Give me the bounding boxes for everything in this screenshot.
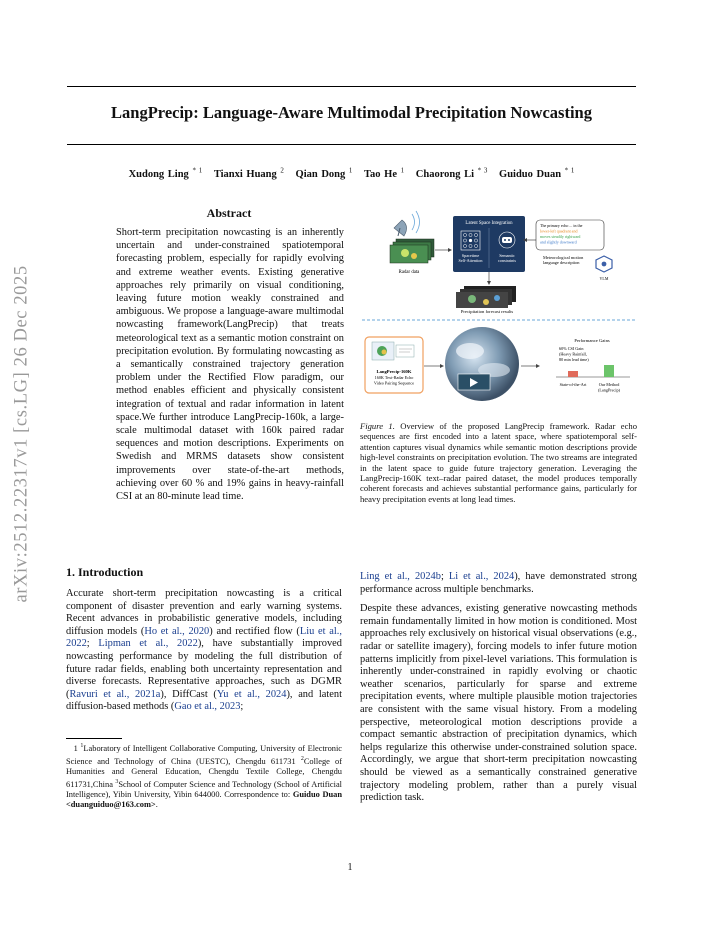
bar-sota (568, 371, 578, 377)
gains-title: Performance Gains (574, 338, 610, 343)
constraints-label: constraints (497, 258, 517, 263)
figure-label: Figure 1. (360, 421, 395, 431)
radar-data-label: Radar data (398, 270, 420, 275)
motion-text-line: lower-left quadrant and (540, 228, 578, 234)
citation-link[interactable]: Ling et al., 2024b (360, 571, 441, 582)
bar-ours (604, 365, 614, 377)
meteorological-label: Meteorological motion (543, 255, 584, 260)
motion-text-line: The primary echo ... in the (540, 223, 583, 228)
page-number: 1 (347, 862, 353, 873)
forecast-stack (456, 286, 516, 308)
corresponding-author: Guiduo Duan (292, 790, 342, 800)
motion-text-line: and slightly downward (540, 239, 577, 245)
paper-title: LangPrecip: Language-Aware Multimodal Precipitation Nowcasting (111, 103, 592, 122)
weather-globe-image (445, 327, 519, 401)
title-bottom-rule (67, 144, 636, 145)
dataset-subtitle: Video Pairing Sequence (373, 380, 415, 386)
figure-1 (360, 206, 637, 412)
sota-label: State-of-the-Art (559, 382, 587, 387)
forecast-label: Precipitation forecast results (460, 309, 514, 314)
footnote-rule (66, 738, 122, 739)
arxiv-stamp: arXiv:2512.22317v1 [cs.LG] 26 Dec 2025 (11, 265, 32, 603)
citation-link[interactable]: Ho et al., 2020 (144, 625, 210, 637)
author-list (67, 166, 636, 180)
author: Qian Dong $^1$ (295, 166, 353, 180)
dataset-subtitle: 160K Text-Radar Echo (374, 375, 414, 380)
motion-text-line: moves steadily rightward (540, 234, 581, 239)
footnote: 1 $^1$Laboratory of Intelligent Collaborative Computing, University of Electronic Science and Technology of China (UESTC), Chengdu 611731 $^2$College of Humanities and General Education, Chengdu Textile College, Chengdu 611731,China $^3$School of Computer Science and Technology (School of Artificial Intelligence), Yibin University, Yibin 644000. Correspondence to: Guiduo Duan <duanguiduo@163.com>. (66, 743, 343, 810)
caption-text: Overview of the proposed LangPrecip framework. Radar echo sequences are first encoded into a latent space, where spatiotemporal self-attention captures visual dynamics while semantic motion descriptions provide high-level constraints on precipitation evolution. The two streams are integrated in the latent space to guide future trajectory generation. Leveraging the LangPrecip-160K text–radar paired dataset, the model produces temporally coherent forecasts and achieves substantial performance gains, particularly for heavy precipitation events at long lead times. (360, 421, 637, 504)
intro-paragraph: Accurate short-term precipitation nowcasting is a critical component of disaster prevention and early warning systems. Recent advances in probabilistic generative models, including diffusion models (Ho et al., 2020) and rectified flow (Liu et al., 2022; Lipman et al., 2022), have substantially improved nowcasting performance by modeling the full distribution of future radar fields, enabling both uncertainty representation and diverse forecasts. Representative approaches, such as DGMR (Ravuri et al., 2021a), DiffCast (Yu et al., 2024), and latent diffusion-based methods (Gao et al., 2023; (66, 588, 342, 713)
language-description-label: language description (543, 260, 580, 265)
right-column (360, 571, 637, 812)
ours-label: Our Method (598, 382, 620, 387)
citation-link[interactable]: Li et al., 2024 (448, 571, 515, 582)
section-heading: 1. Introduction (66, 565, 144, 579)
intro-paragraph: Despite these advances, existing generative nowcasting methods remain fundamentally limited in how motion is conditioned. Most approaches rely exclusively on historical visual observations (e.g., radar or satellite imagery), forcing models to infer future motion patterns implicitly from pixel-level variations. This formulation is inherently under-constrained in rapidly evolving or chaotic weather scenarios, particularly for sparse and extreme precipitation events, where multiple plausible motion trajectories are consistent with the same visual history. From a modeling perspective, meteorological motion descriptions provide a compact semantic abstraction of precipitation dynamics, which helps regularize this otherwise under-constrained solution space. Accordingly, we argue that short-term precipitation nowcasting should be viewed as a semantically constrained generative trajectory modeling problem, rather than a purely visual prediction task. (360, 603, 637, 804)
gain-text: 60% CSI Gain (559, 346, 584, 351)
dataset-title: LangPrecip-160K (376, 369, 412, 374)
author: Guiduo Duan $^{* 1}$ (499, 166, 575, 180)
citation-link[interactable]: Ravuri et al., 2021a (69, 688, 161, 700)
abstract-heading: Abstract (206, 206, 252, 220)
self-attention-label: Self-Attention (458, 258, 483, 263)
semantic-label: Semantic (499, 253, 515, 258)
author: Tao He $^1$ (364, 166, 405, 180)
figure-caption (360, 421, 637, 504)
gain-text: 80 min lead time) (559, 357, 589, 362)
intro-paragraph: Ling et al., 2024b; Li et al., 2024), have demonstrated strong performance across multiple benchmarks. (360, 571, 637, 595)
author: Xudong Ling $^{* 1}$ (128, 166, 203, 180)
author: Tianxi Huang $^2$ (213, 166, 284, 180)
abstract-body: Short-term precipitation nowcasting is an inherently uncertain and under-constrained spatiotemporal forecasting problem, especially for rapidly evolving and extreme weather events. Existing generative approaches rely primarily on visual conditioning, leaving future motion weakly constrained and ambiguous. We propose a language-aware multimodal nowcasting framework(LangPrecip) that treats meteorological text as a semantic motion constraint on precipitation evolution. By formulating nowcasting as a semantically constrained trajectory generation problem under the Rectified Flow paradigm, our method enables efficient and physically consistent integration of textual and radar information in latent space.We further introduce LangPrecip-160k, a large-scale multimodal dataset with 160k paired radar sequences and motion descriptions. Experiments on Swedish and MRMS datasets show consistent improvements over state-of-the-art methods, achieving over 60 % and 19% gains in heavy-rainfall CSI at an 80-minute lead time. (116, 227, 344, 503)
radar-data-stack (390, 239, 434, 263)
spacetime-label: Spacetime (461, 253, 480, 258)
citation-link[interactable]: Gao et al., 2023 (174, 701, 241, 713)
citation-link[interactable]: Liu et al., 2022 (66, 625, 342, 650)
latent-box-title: Latent Space Integration (465, 221, 513, 226)
gain-text: (Heavy Rainfall, (559, 351, 587, 357)
ours-label: (LangPrecip) (597, 387, 621, 393)
citation-link[interactable]: Yu et al., 2024 (216, 688, 287, 700)
corresponding-email[interactable]: <duanguiduo@163.com> (66, 800, 156, 810)
vlm-label: VLM (599, 276, 609, 281)
citation-link[interactable]: Lipman et al., 2022 (98, 638, 198, 650)
title-top-rule (67, 86, 636, 87)
author: Chaorong Li $^{* 3}$ (415, 166, 488, 180)
